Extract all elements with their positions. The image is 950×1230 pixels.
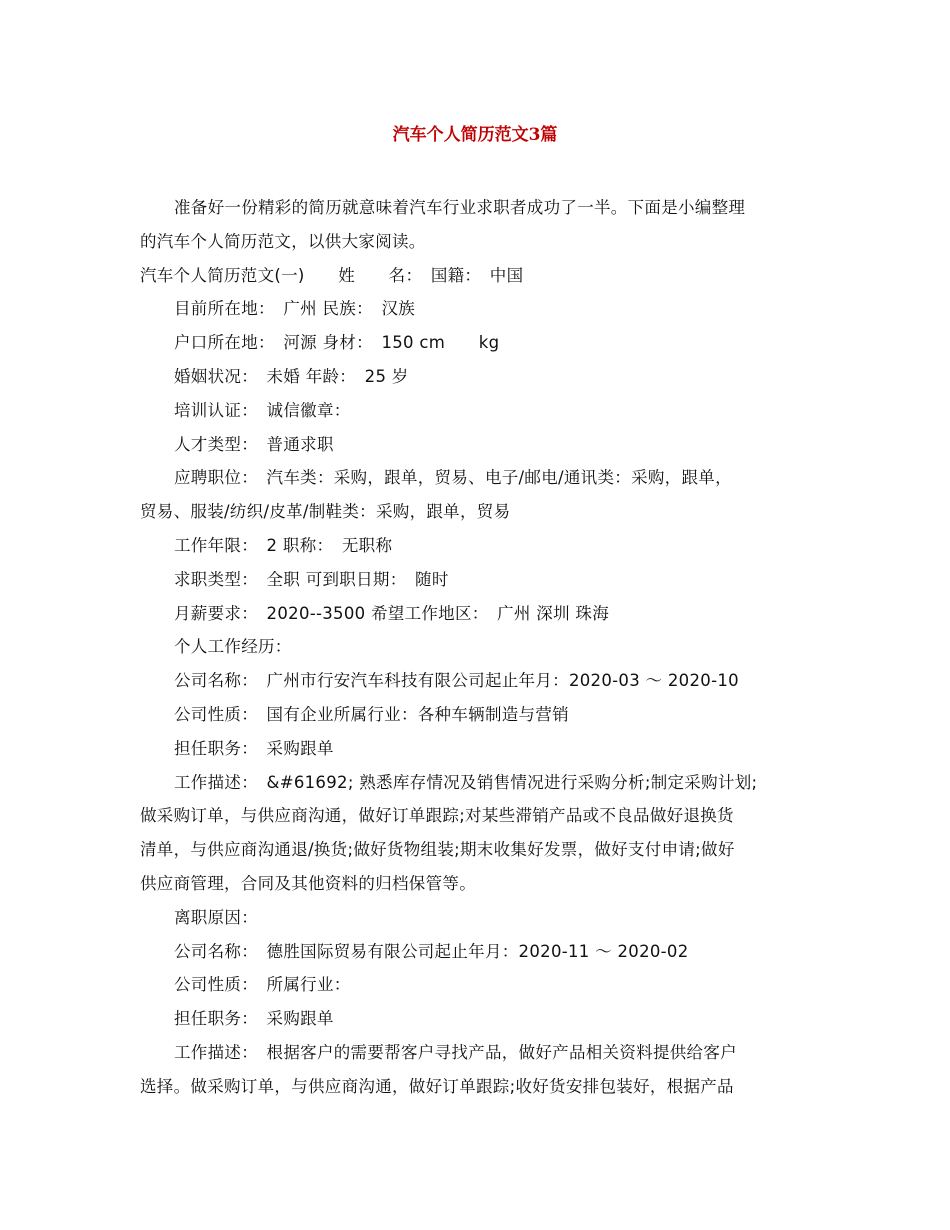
body-line: 汽车个人简历范文(一) 姓 名： 国籍： 中国 [140,265,524,285]
body-line: 培训认证： 诚信徽章： [174,400,351,420]
body-line: 公司性质： 国有企业所属行业：各种车辆制造与营销 [174,704,569,724]
body-line: 做采购订单，与供应商沟通，做好订单跟踪;对某些滞销产品或不良品做好退换货 [140,806,734,826]
body-line: 供应商管理，合同及其他资料的归档保管等。 [140,873,476,893]
body-line: 求职类型： 全职 可到职日期： 随时 [174,569,449,589]
body-line: 工作描述： 根据客户的需要帮客户寻找产品，做好产品相关资料提供给客户 [174,1042,737,1062]
body-line: 担任职务： 采购跟单 [174,1009,334,1029]
body-line: 公司性质： 所属行业： [174,975,351,995]
body-line: 清单，与供应商沟通退/换货;做好货物组装;期末收集好发票，做好支付申请;做好 [140,840,735,860]
body-line: 月薪要求： 2020--3500 希望工作地区： 广州 深圳 珠海 [174,603,610,623]
document-title: 汽车个人简历范文3篇 [392,125,558,145]
body-line: 离职原因： [174,907,258,927]
body-line: 个人工作经历： [174,637,292,657]
body-line: 应聘职位： 汽车类：采购，跟单，贸易、电子/邮电/通讯类：采购，跟单， [174,468,732,488]
body-line: 工作年限： 2 职称： 无职称 [174,535,393,555]
body-line: 目前所在地： 广州 民族： 汉族 [174,299,416,319]
body-line: 公司名称： 广州市行安汽车科技有限公司起止年月：2020-03 ～ 2020-10 [174,671,739,691]
body-line: 担任职务： 采购跟单 [174,738,334,758]
body-line: 的汽车个人简历范文，以供大家阅读。 [140,231,426,251]
body-line: 工作描述： &#61692; 熟悉库存情况及销售情况进行采购分析;制定采购计划; [174,772,758,792]
document-body [140,191,815,1104]
body-line: 选择。做采购订单，与供应商沟通，做好订单跟踪;收好货安排包装好，根据产品 [140,1076,734,1096]
body-line: 公司名称： 德胜国际贸易有限公司起止年月：2020-11 ～ 2020-02 [174,941,689,961]
body-line: 人才类型： 普通求职 [174,434,334,454]
body-line: 婚姻状况： 未婚 年龄： 25 岁 [174,366,409,386]
body-line: 准备好一份精彩的简历就意味着汽车行业求职者成功了一半。下面是小编整理 [174,198,746,217]
body-line: 贸易、服装/纺织/皮革/制鞋类：采购，跟单，贸易 [140,502,511,522]
body-line: 户口所在地： 河源 身材： 150 cm kg [174,333,500,353]
